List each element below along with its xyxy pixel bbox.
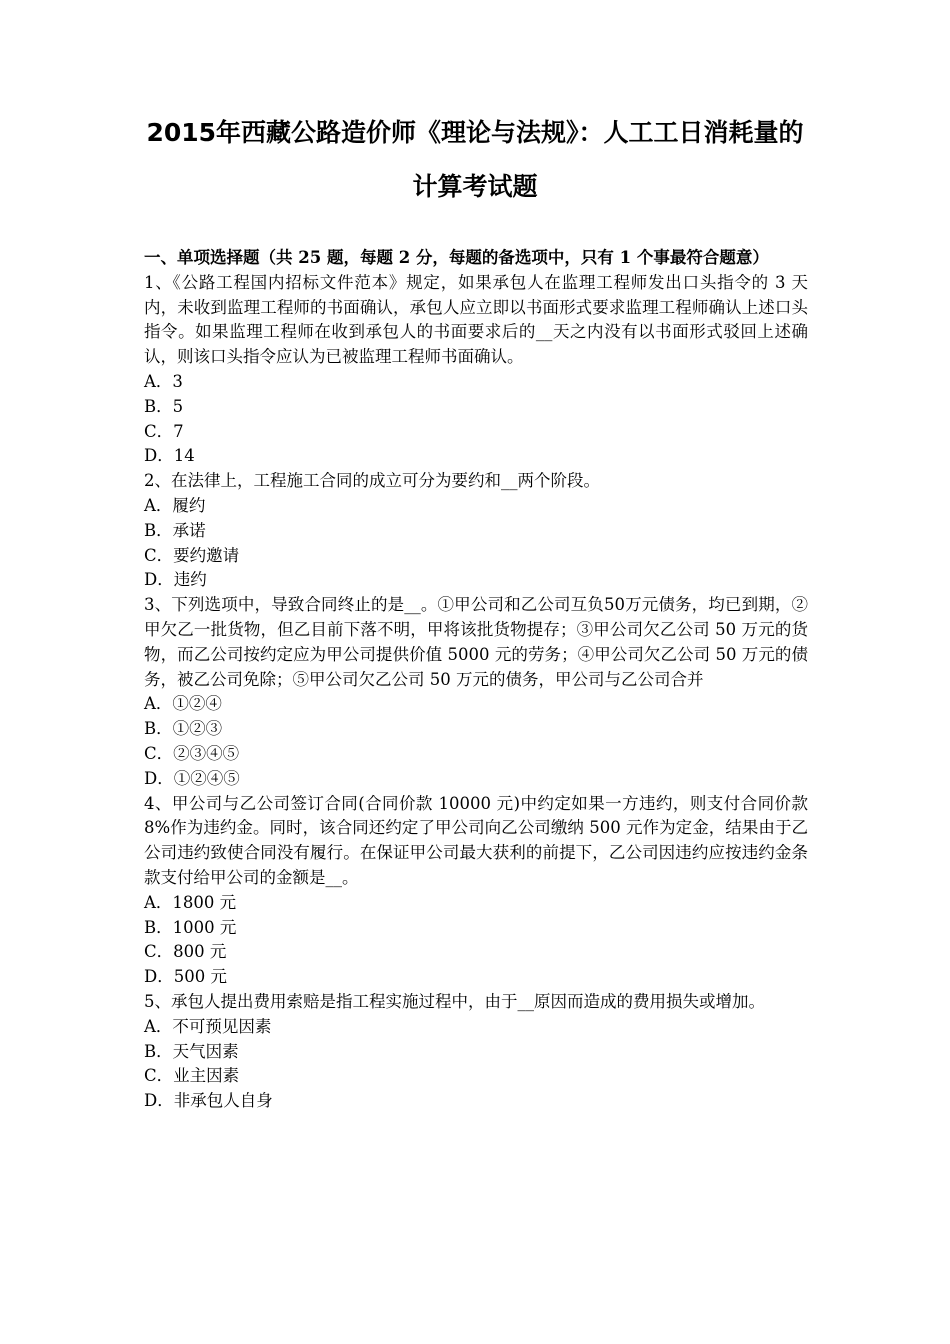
question-1-option-b: B．5 <box>144 396 184 416</box>
document-body <box>144 246 808 1114</box>
question-4-option-c: C．800 元 <box>144 942 227 962</box>
question-2-option-d: D．违约 <box>144 570 207 590</box>
question-4-text: 4、甲公司与乙公司签订合同(合同价款 10000 元)中约定如果一方违约，则支付合同价款 8%作为违约金。同时，该合同还约定了甲公司向乙公司缴纳 500 元作为定金，结果由于乙公司违约致使合同没有履行。在保证甲公司最大获利的前提下，乙公司因违约应按违约金条款支付给甲公司的金额是__。 <box>144 793 808 887</box>
question-3-option-c: C．②③④⑤ <box>144 743 240 763</box>
question-3-text: 3、下列选项中，导致合同终止的是__。①甲公司和乙公司互负50万元债务，均已到期，②甲欠乙一批货物，但乙目前下落不明，甲将该批货物提存；③甲公司欠乙公司 50 万元的货物，而乙公司按约定应为甲公司提供价值 5000 元的劳务；④甲公司欠乙公司 50 万元的债务，被乙公司免除；⑤甲公司欠乙公司 50 万元的债务，甲公司与乙公司合并 <box>144 595 808 689</box>
question-3-option-d: D．①②④⑤ <box>144 768 240 788</box>
question-1-text: 1、《公路工程国内招标文件范本》规定，如果承包人在监理工程师发出口头指令的 3 天内，未收到监理工程师的书面确认，承包人应立即以书面形式要求监理工程师确认上述口头指令。如果监理工程师在收到承包人的书面要求后的__天之内没有以书面形式驳回上述确认，则该口头指令应认为已被监理工程师书面确认。 <box>144 272 808 367</box>
document-title-line-2: 计算考试题 <box>412 172 538 201</box>
question-4 <box>144 792 808 990</box>
question-2 <box>144 469 808 593</box>
question-4-option-b: B．1000 元 <box>144 917 237 937</box>
question-2-option-b: B．承诺 <box>144 520 206 540</box>
question-1-option-c: C．7 <box>144 421 184 441</box>
question-3 <box>144 593 808 791</box>
question-3-option-a: A．①②④ <box>144 694 222 714</box>
question-5-option-b: B．天气因素 <box>144 1041 239 1061</box>
question-5-text: 5、承包人提出费用索赔是指工程实施过程中，由于__原因而造成的费用损失或增加。 <box>144 991 765 1011</box>
question-5 <box>144 990 808 1114</box>
question-5-option-c: C．业主因素 <box>144 1066 240 1086</box>
question-2-option-c: C．要约邀请 <box>144 545 240 565</box>
section-heading: 一、单项选择题（共 25 题，每题 2 分，每题的备选项中，只有 1 个事最符合题意） <box>144 248 769 267</box>
question-2-option-a: A．履约 <box>144 495 206 515</box>
question-3-option-b: B．①②③ <box>144 719 223 739</box>
question-4-option-a: A．1800 元 <box>144 892 237 912</box>
question-5-option-a: A．不可预见因素 <box>144 1016 272 1036</box>
question-1-option-a: A．3 <box>144 371 183 391</box>
question-1 <box>144 271 808 469</box>
question-4-option-d: D．500 元 <box>144 967 227 987</box>
question-1-option-d: D．14 <box>144 446 195 466</box>
question-5-option-d: D．非承包人自身 <box>144 1091 273 1111</box>
question-2-text: 2、在法律上，工程施工合同的成立可分为要约和__两个阶段。 <box>144 471 600 491</box>
document-title-line-1: 2015年西藏公路造价师《理论与法规》：人工工日消耗量的 <box>146 118 804 147</box>
